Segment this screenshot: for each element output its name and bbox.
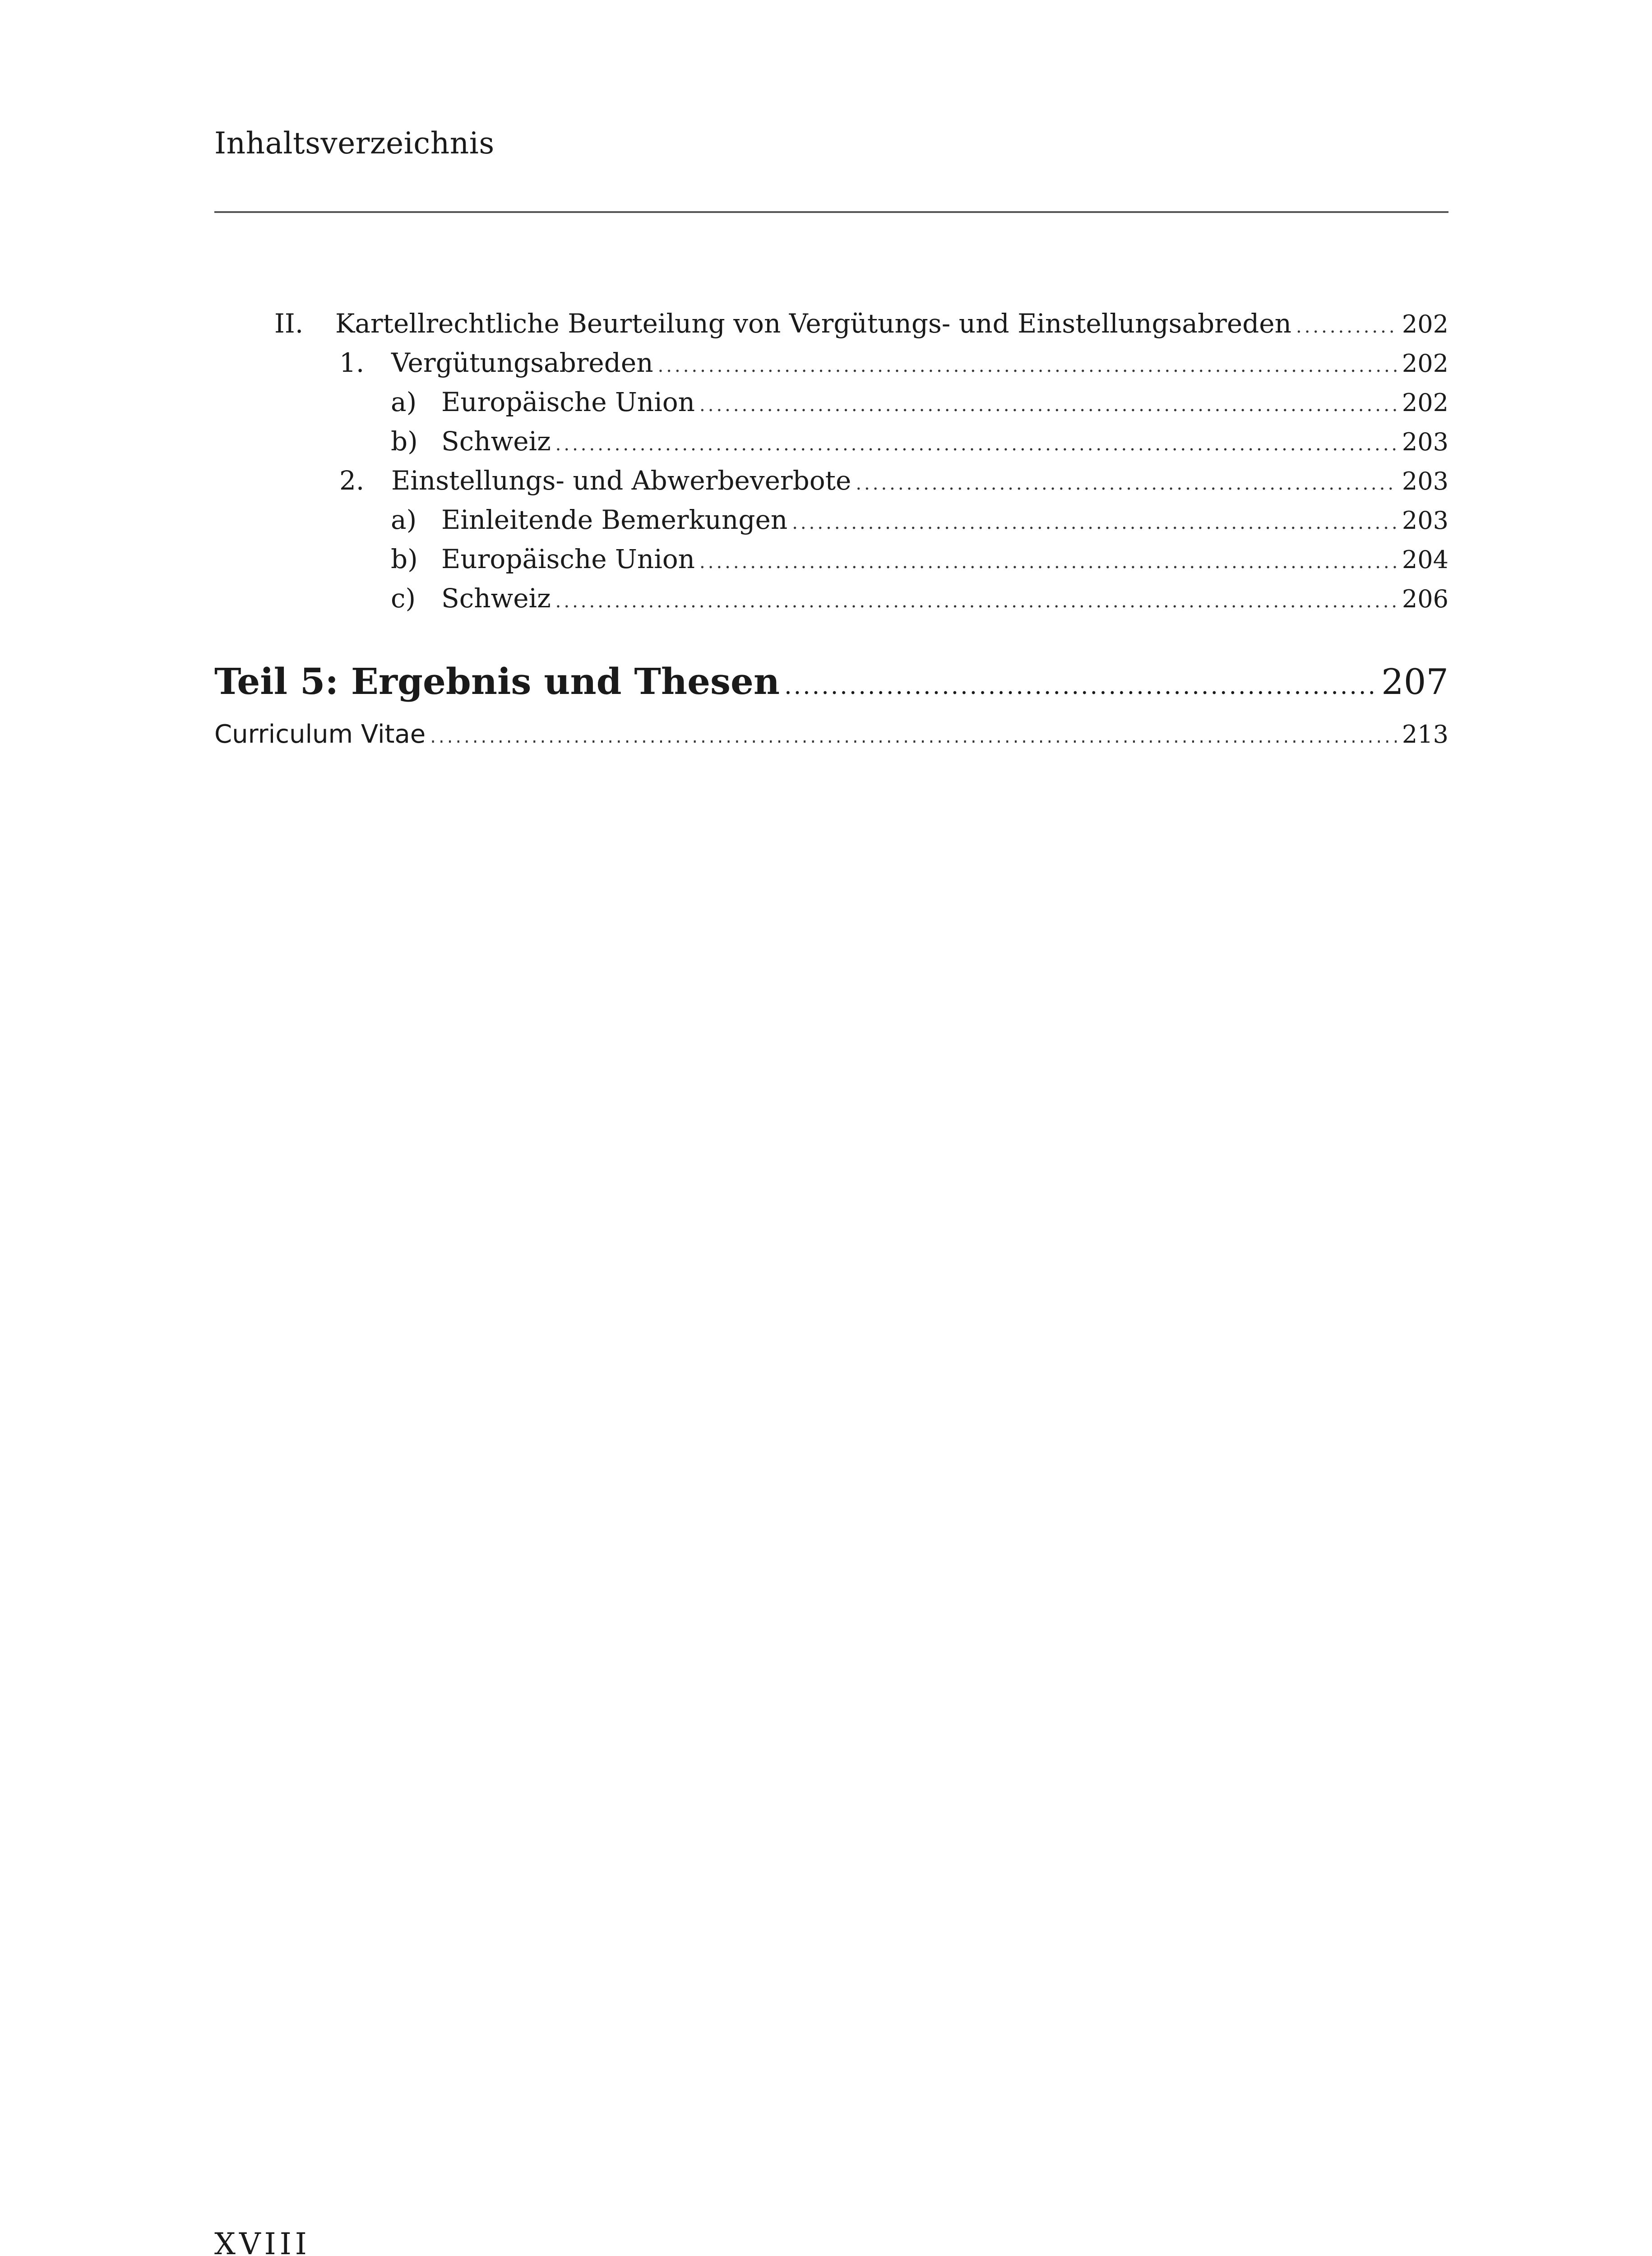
dot-leader [856, 475, 1397, 493]
toc-entry-title: Vergütungsabreden [391, 347, 653, 378]
toc-entry-number: 2. [339, 465, 365, 496]
toc-entry[interactable] [391, 426, 1448, 457]
toc-entry-number: II. [274, 308, 304, 339]
toc-entry-number: b) [391, 544, 418, 574]
header-rule [214, 211, 1448, 213]
toc-entry-number: a) [391, 504, 417, 535]
dot-leader [555, 435, 1397, 453]
dot-leader [430, 728, 1397, 746]
toc-vitae-page: 213 [1402, 720, 1448, 749]
toc-entry-page: 204 [1402, 546, 1448, 574]
toc-entry-page: 202 [1402, 310, 1448, 338]
toc-vitae-entry[interactable] [214, 722, 1448, 747]
toc-entry-page: 202 [1402, 349, 1448, 378]
toc-entry-page: 202 [1402, 388, 1448, 417]
toc-entry-number: 1. [339, 347, 365, 378]
toc-entry-number: b) [391, 426, 418, 457]
toc-entry-number: a) [391, 387, 417, 417]
toc-entry[interactable] [391, 546, 1448, 572]
dot-leader [699, 396, 1397, 414]
toc-entry[interactable] [391, 583, 1448, 614]
toc-entry-page: 203 [1402, 428, 1448, 456]
page-number: XVIII [214, 2227, 310, 2256]
toc-entry-page: 203 [1402, 506, 1448, 535]
dot-leader [555, 592, 1397, 610]
dot-leader [792, 514, 1397, 532]
dot-leader [784, 675, 1377, 698]
toc-entry[interactable] [391, 504, 1448, 535]
dot-leader [699, 553, 1397, 571]
toc-entry-title: Schweiz [441, 583, 551, 614]
toc-entry-page: 203 [1402, 467, 1448, 495]
toc-part-page: 207 [1381, 662, 1448, 703]
toc-part-title: Teil 5: Ergebnis und Thesen [214, 660, 780, 703]
toc-entry-title: Europäische Union [441, 387, 695, 417]
dot-leader [1296, 318, 1397, 336]
toc-part-entry[interactable] [214, 660, 1448, 703]
toc-entry-title: Kartellrechtliche Beurteilung von Vergütungs- und Einstellungsabreden [335, 308, 1291, 339]
toc-entry-page: 206 [1402, 585, 1448, 613]
running-header: Inhaltsverzeichnis [214, 126, 495, 161]
toc-entry-title: Europäische Union [441, 544, 695, 574]
dot-leader [658, 357, 1397, 375]
toc-entry-number: c) [391, 583, 416, 614]
toc-entry[interactable] [339, 347, 1448, 378]
toc-entry[interactable] [274, 310, 1448, 337]
toc-entry-title: Einstellungs- und Abwerbeverbote [391, 465, 851, 496]
toc-entry[interactable] [391, 389, 1448, 415]
toc-entry[interactable] [339, 467, 1448, 494]
toc-entry-title: Schweiz [441, 426, 551, 457]
toc-entry-title: Einleitende Bemerkungen [441, 504, 788, 535]
toc-vitae-title: Curriculum Vitae [214, 720, 426, 749]
